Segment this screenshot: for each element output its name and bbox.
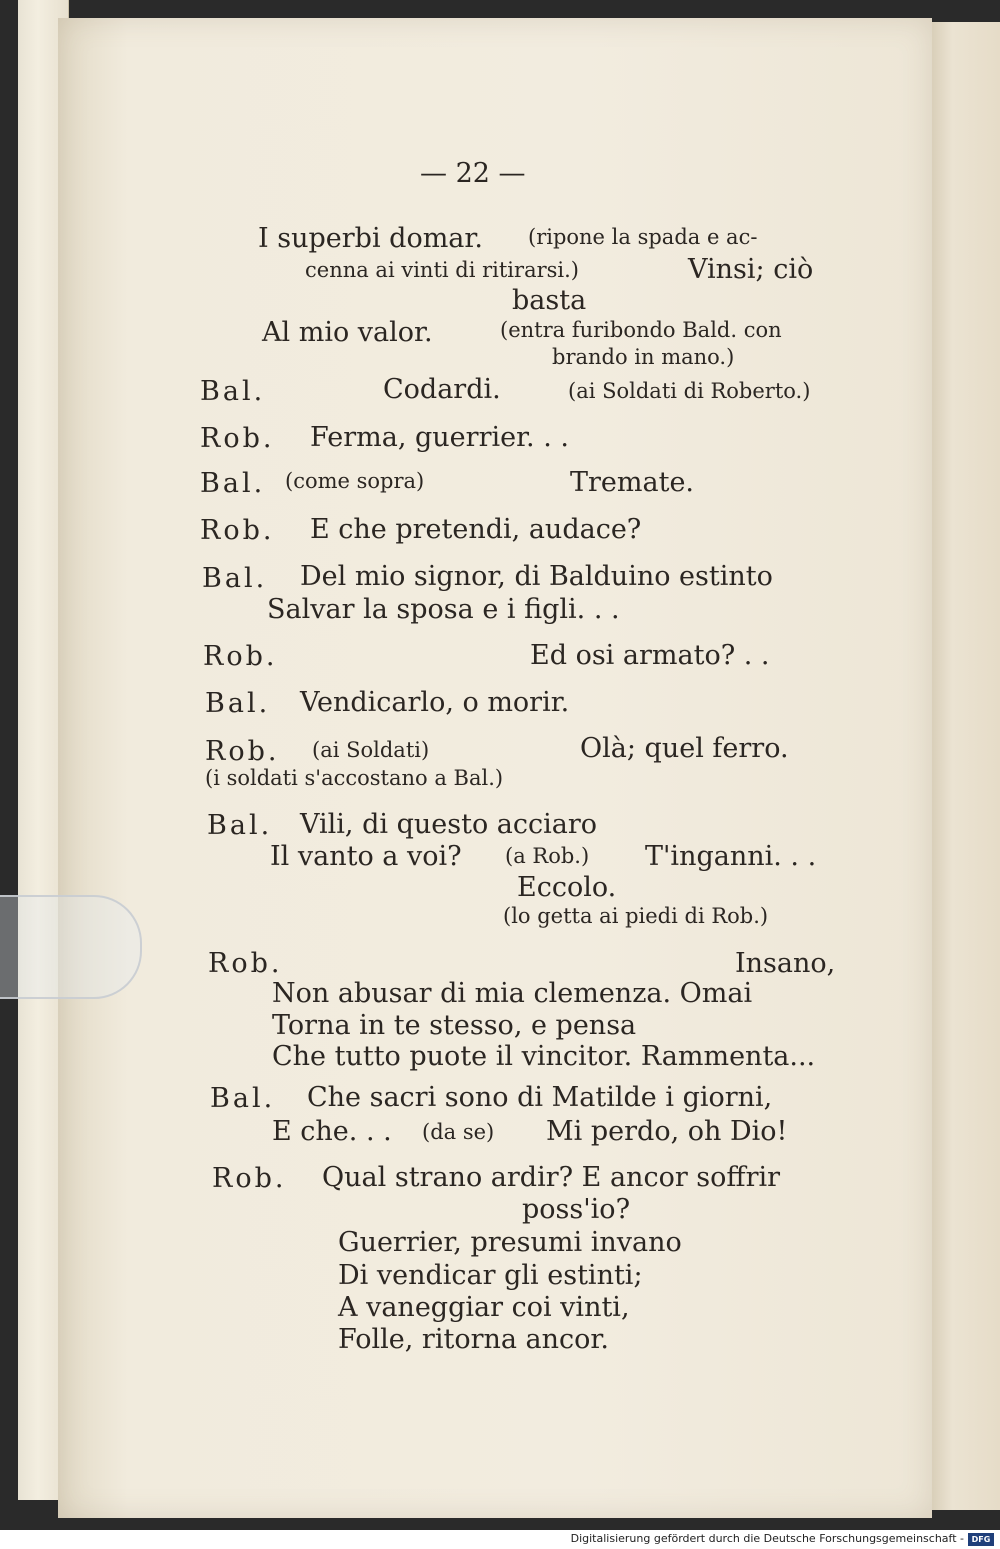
verse-line: Il vanto a voi? xyxy=(270,841,462,872)
stage-direction: (i soldati s'accostano a Bal.) xyxy=(205,766,504,790)
speaker: Rob. xyxy=(205,736,280,767)
verse-line: Torna in te stesso, e pensa xyxy=(272,1010,637,1041)
verse-line: E che pretendi, audace? xyxy=(310,514,642,545)
speaker: Bal. xyxy=(200,376,266,407)
stage-direction: (come sopra) xyxy=(285,469,425,493)
stage-direction: (da se) xyxy=(422,1120,495,1144)
verse-line: Non abusar di mia clemenza. Omai xyxy=(272,978,753,1009)
verse-line: Di vendicar gli estinti; xyxy=(338,1260,643,1291)
verse-line: Che tutto puote il vincitor. Rammenta... xyxy=(272,1041,816,1072)
verse-line: Ferma, guerrier. . . xyxy=(310,422,569,453)
verse-line: E che. . . xyxy=(272,1116,392,1147)
page-clip xyxy=(0,895,142,999)
stage-direction: (a Rob.) xyxy=(505,844,590,868)
verse-line: T'inganni. . . xyxy=(645,841,817,872)
footer-bar xyxy=(0,1530,1000,1549)
speaker: Rob. xyxy=(203,641,278,672)
stage-direction: (entra furibondo Bald. con xyxy=(500,318,782,342)
speaker: Rob. xyxy=(200,423,275,454)
verse-line: Mi perdo, oh Dio! xyxy=(546,1116,788,1147)
speaker: Rob. xyxy=(200,515,275,546)
verse-line: Eccolo. xyxy=(517,872,617,903)
verse-line: Vili, di questo acciaro xyxy=(300,809,598,840)
verse-line: Del mio signor, di Balduino estinto xyxy=(300,561,773,592)
verse-line: Codardi. xyxy=(383,374,501,405)
speaker: Bal. xyxy=(200,468,266,499)
speaker: Bal. xyxy=(207,810,273,841)
speaker: Bal. xyxy=(205,688,271,719)
verse-line: Olà; quel ferro. xyxy=(580,733,789,764)
verse-line: basta xyxy=(512,285,587,316)
stage-direction: (lo getta ai piedi di Rob.) xyxy=(503,904,769,928)
speaker: Rob. xyxy=(212,1163,287,1194)
stage-direction: (ripone la spada e ac- xyxy=(528,225,758,249)
verse-line: Salvar la sposa e i figli. . . xyxy=(267,594,620,625)
verse-line: I superbi domar. xyxy=(258,223,483,254)
stage-direction: (ai Soldati) xyxy=(312,738,430,762)
verse-line: Ed osi armato? . . xyxy=(530,640,770,671)
speaker: Bal. xyxy=(210,1083,276,1114)
stage-direction: brando in mano.) xyxy=(552,345,735,369)
page-number: — 22 — xyxy=(420,158,526,189)
verse-line: Vinsi; ciò xyxy=(688,254,814,285)
stage-direction: cenna ai vinti di ritirarsi.) xyxy=(305,258,579,282)
verse-line: Tremate. xyxy=(570,467,695,498)
verse-line: Insano, xyxy=(735,948,836,979)
speaker: Bal. xyxy=(202,563,268,594)
speaker: Rob. xyxy=(208,948,283,979)
dfg-logo: DFG xyxy=(968,1533,994,1546)
verse-line: Che sacri sono di Matilde i giorni, xyxy=(307,1082,773,1113)
verse-line: Vendicarlo, o morir. xyxy=(300,687,570,718)
stage-direction: (ai Soldati di Roberto.) xyxy=(568,379,811,403)
verse-line: poss'io? xyxy=(522,1194,631,1225)
verse-line: Al mio valor. xyxy=(262,317,433,348)
verse-line: A vaneggiar coi vinti, xyxy=(338,1292,630,1323)
verse-line: Folle, ritorna ancor. xyxy=(338,1324,609,1355)
right-page-edge xyxy=(932,22,1000,1510)
footer-credit: Digitalisierung gefördert durch die Deutsche Forschungsgemeinschaft - xyxy=(570,1532,964,1545)
verse-line: Qual strano ardir? E ancor soffrir xyxy=(322,1162,781,1193)
verse-line: Guerrier, presumi invano xyxy=(338,1227,682,1258)
